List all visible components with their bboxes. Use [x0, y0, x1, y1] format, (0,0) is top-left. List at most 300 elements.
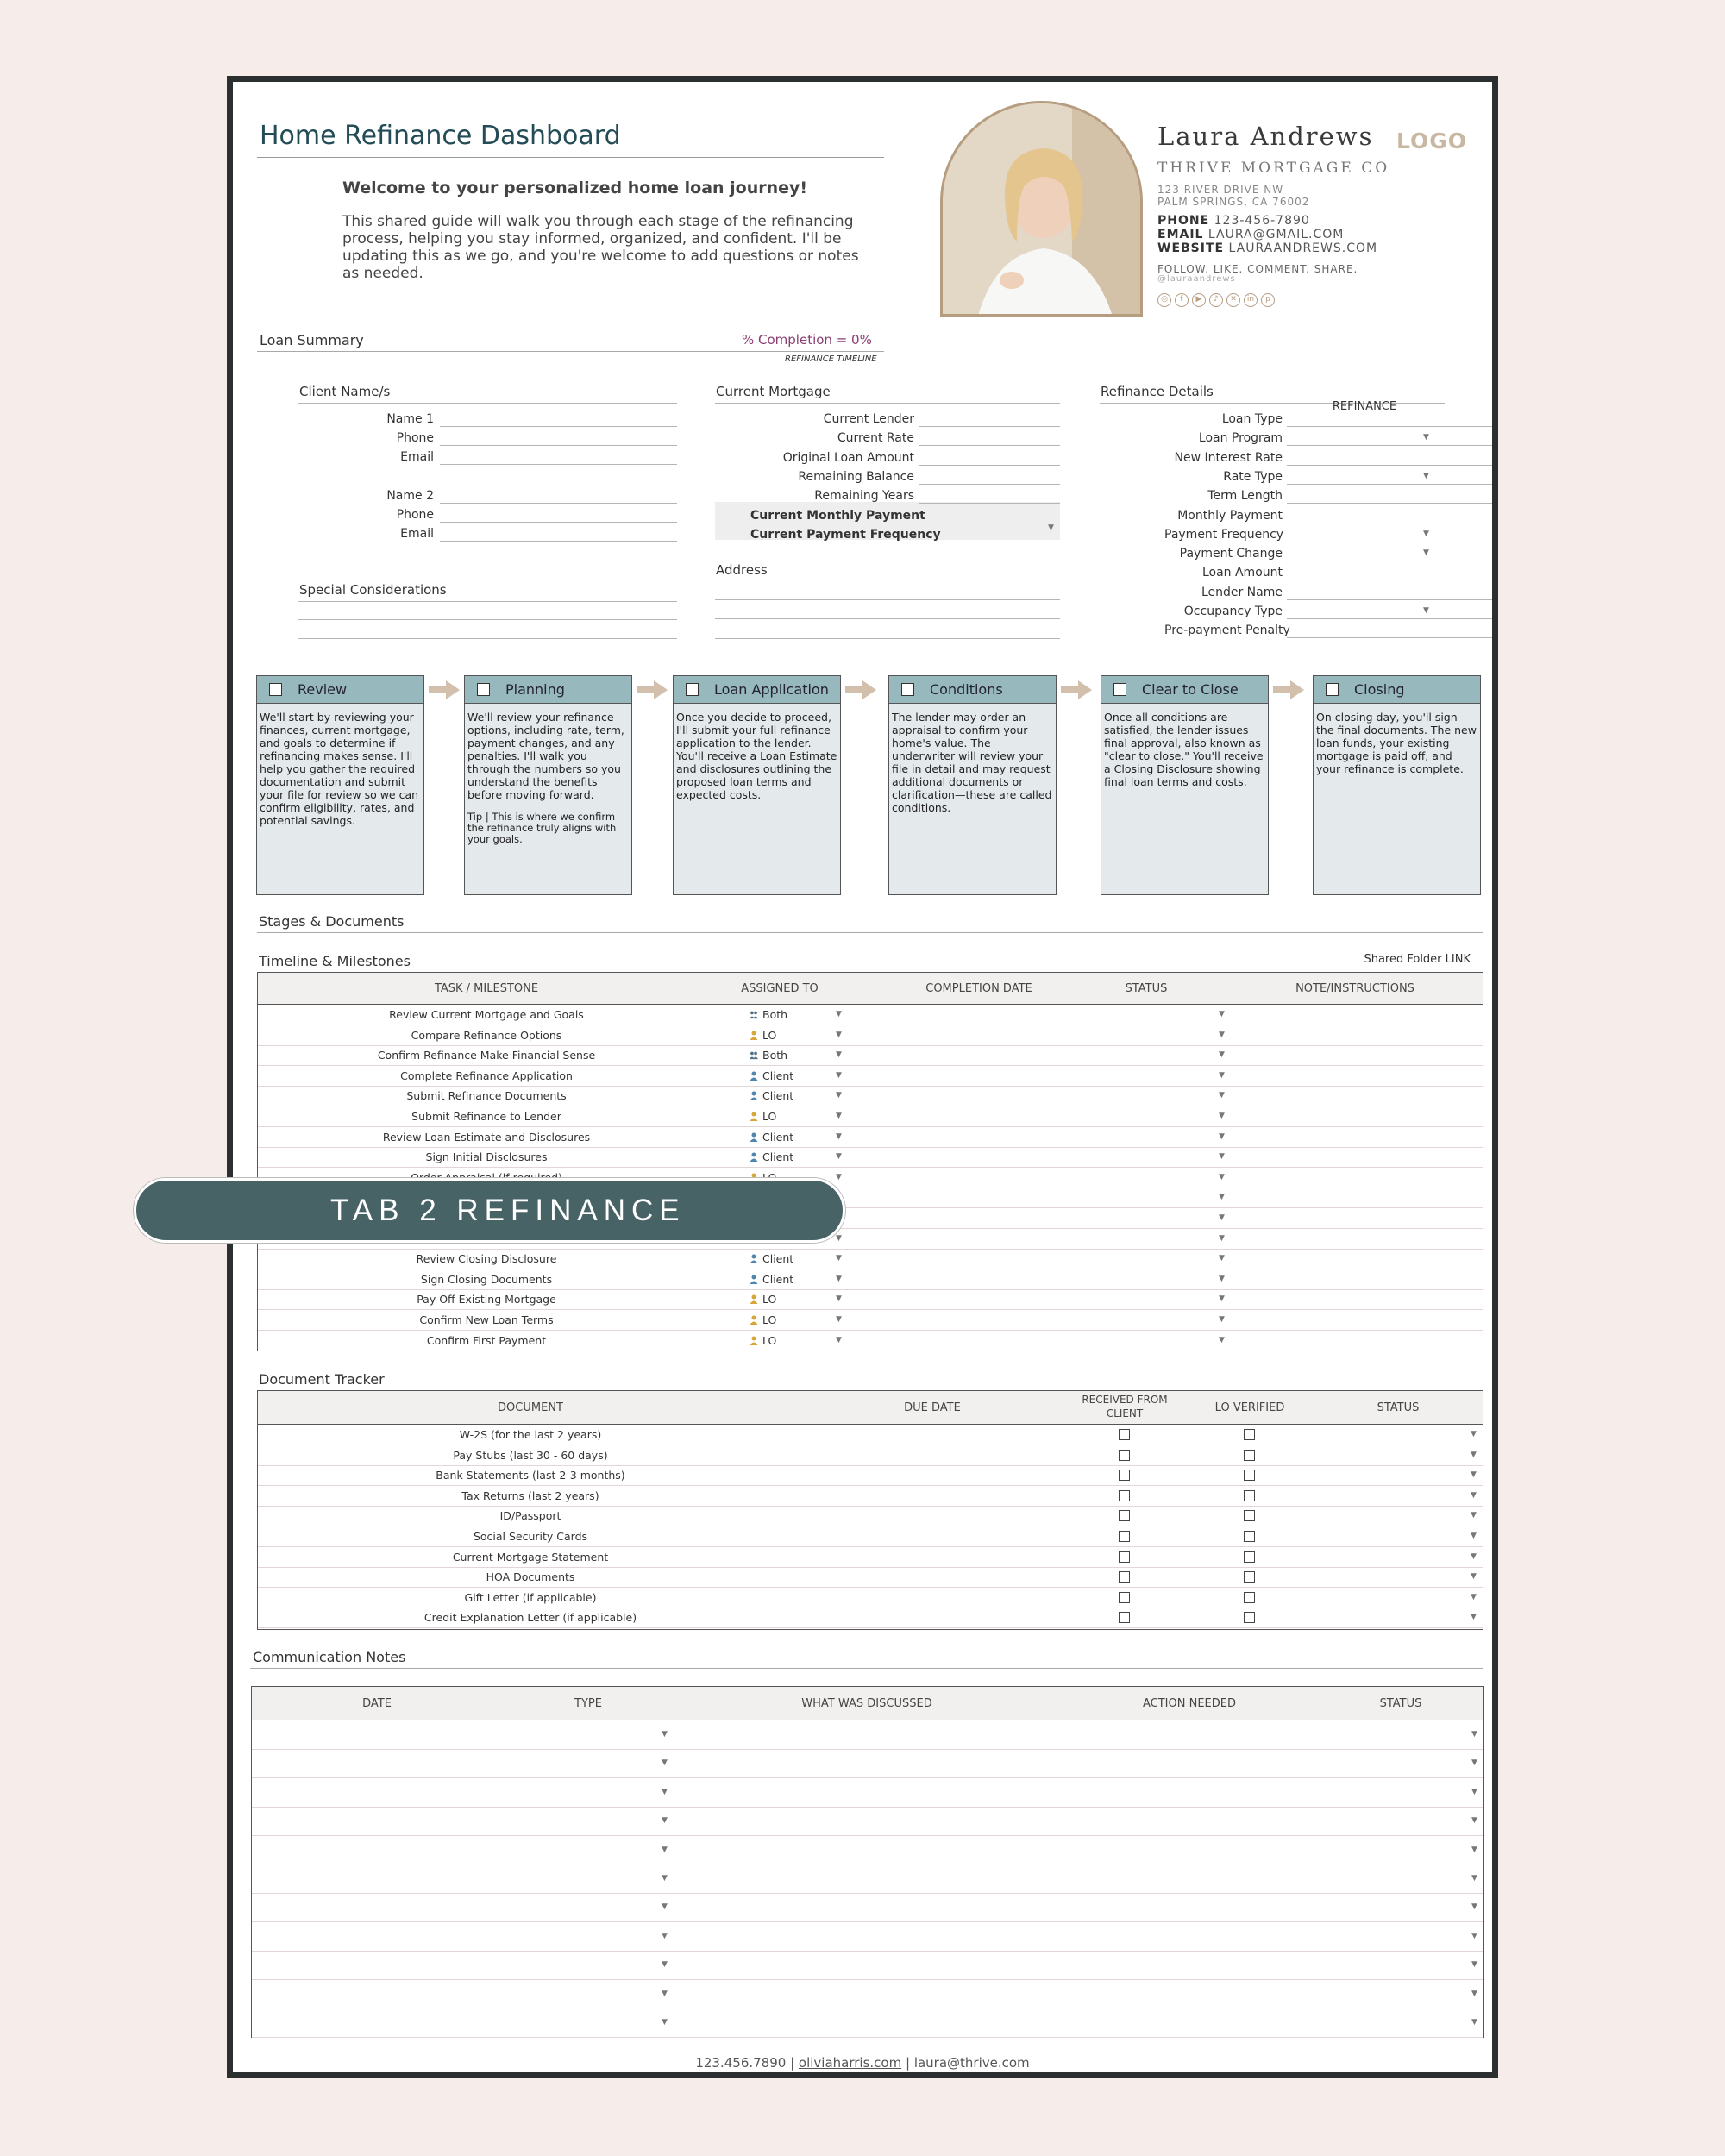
tiktok-icon[interactable]: ♪: [1209, 293, 1223, 307]
assigned-dropdown[interactable]: ▼: [836, 1294, 842, 1304]
communication-row[interactable]: [252, 2009, 1484, 2037]
client-names-title: Client Name/s: [299, 384, 391, 399]
received-checkbox[interactable]: [1119, 1531, 1130, 1542]
status-dropdown[interactable]: ▼: [1219, 1152, 1225, 1162]
assigned-dropdown[interactable]: ▼: [836, 1315, 842, 1324]
comm-status-dropdown[interactable]: ▼: [1471, 1902, 1477, 1912]
client-field-3[interactable]: [440, 489, 677, 504]
agent-photo: [940, 101, 1143, 317]
type-dropdown[interactable]: ▼: [662, 1787, 668, 1796]
assigned-dropdown[interactable]: ▼: [836, 1030, 842, 1039]
timeline-row: [258, 1249, 1483, 1269]
timeline-header: TASK / MILESTONE: [434, 982, 539, 995]
timeline-row: [258, 1147, 1483, 1167]
timeline-header: NOTE/INSTRUCTIONS: [1295, 982, 1414, 995]
address-line-1: 123 RIVER DRIVE NW: [1157, 184, 1284, 196]
communication-row[interactable]: [252, 1951, 1484, 1979]
refi-label-1: Loan Program: [1198, 431, 1283, 446]
stage-body: [889, 704, 1056, 821]
stage-title: Closing: [1354, 681, 1405, 698]
doc-status-dropdown[interactable]: ▼: [1471, 1532, 1477, 1540]
mortgage-label-3: Remaining Balance: [798, 469, 914, 484]
refi-dropdown-1[interactable]: ▼: [1423, 433, 1429, 442]
stage-card-review: [256, 675, 424, 895]
stage-checkbox[interactable]: [269, 683, 282, 696]
assigned-to-select[interactable]: [750, 1150, 794, 1163]
instagram-icon[interactable]: ◎: [1157, 293, 1171, 307]
stage-checkbox[interactable]: [1326, 683, 1339, 696]
client-field-5[interactable]: [440, 527, 677, 542]
doc-header-document: DOCUMENT: [498, 1401, 563, 1414]
loan-type-value: REFINANCE: [1332, 400, 1397, 413]
document-name: Gift Letter (if applicable): [464, 1590, 597, 1604]
doc-header-client: CLIENT: [1106, 1407, 1144, 1420]
stage-header: [1101, 676, 1268, 704]
comm-status-dropdown[interactable]: ▼: [1471, 1787, 1477, 1796]
verified-checkbox[interactable]: [1244, 1592, 1255, 1603]
assigned-dropdown[interactable]: ▼: [836, 1070, 842, 1080]
doc-status-dropdown[interactable]: ▼: [1471, 1551, 1477, 1561]
refi-label-11: Pre-payment Penalty: [1164, 624, 1290, 638]
stage-body: [1101, 704, 1268, 795]
footer-phone: 123.456.7890: [695, 2055, 787, 2071]
mortgage-label-1: Current Rate: [837, 431, 914, 446]
stage-tip: Tip | This is where we confirm the refinance truly aligns with your goals.: [467, 811, 617, 845]
doc-status-dropdown[interactable]: ▼: [1471, 1572, 1477, 1582]
verified-checkbox[interactable]: [1244, 1612, 1255, 1623]
task-name: Complete Refinance Application: [400, 1069, 573, 1082]
comm-status-dropdown[interactable]: ▼: [1471, 2018, 1477, 2027]
type-dropdown[interactable]: ▼: [662, 1874, 668, 1883]
task-name: Sign Closing Documents: [420, 1272, 553, 1286]
doc-header-status: STATUS: [1377, 1401, 1420, 1414]
timeline-row: [258, 1086, 1483, 1106]
task-name: Confirm Refinance Make Financial Sense: [377, 1049, 596, 1062]
refi-field-0[interactable]: [1287, 412, 1496, 427]
communication-header: TYPE: [574, 1697, 602, 1710]
document-row: [258, 1526, 1483, 1546]
footer: [233, 2055, 1492, 2071]
received-checkbox[interactable]: [1119, 1470, 1130, 1481]
refi-dropdown-10[interactable]: ▼: [1423, 606, 1429, 615]
stage-title: Planning: [505, 681, 565, 698]
type-dropdown[interactable]: ▼: [662, 2018, 668, 2027]
status-dropdown[interactable]: ▼: [1219, 1315, 1225, 1324]
verified-checkbox[interactable]: [1244, 1450, 1255, 1461]
document-row: [258, 1588, 1483, 1608]
received-checkbox[interactable]: [1119, 1592, 1130, 1603]
status-dropdown[interactable]: ▼: [1219, 1233, 1225, 1243]
client-field-0[interactable]: [440, 412, 677, 427]
stage-title: Clear to Close: [1142, 681, 1239, 698]
stage-arrow-icon: [429, 680, 460, 699]
shared-folder-link[interactable]: Shared Folder LINK: [1364, 953, 1471, 966]
received-checkbox[interactable]: [1119, 1571, 1130, 1583]
assigned-to-select[interactable]: [750, 1008, 787, 1021]
status-dropdown[interactable]: ▼: [1219, 1274, 1225, 1283]
stage-header: [465, 676, 631, 704]
status-dropdown[interactable]: ▼: [1219, 1131, 1225, 1141]
refi-field-1[interactable]: [1287, 431, 1496, 446]
received-checkbox[interactable]: [1119, 1490, 1130, 1501]
assigned-to-select[interactable]: [750, 1252, 794, 1265]
assigned-to-select[interactable]: [750, 1334, 776, 1347]
mortgage-label-0: Current Lender: [823, 412, 914, 426]
mortgage-field-3[interactable]: [919, 470, 1060, 485]
document-table: [257, 1390, 1484, 1630]
assigned-value: LO: [762, 1028, 777, 1042]
facebook-icon[interactable]: f: [1175, 293, 1189, 307]
received-checkbox[interactable]: [1119, 1450, 1130, 1461]
task-name: Compare Refinance Options: [411, 1028, 562, 1042]
assigned-dropdown[interactable]: ▼: [836, 1152, 842, 1162]
communication-row[interactable]: [252, 1749, 1484, 1777]
task-name: Review Closing Disclosure: [416, 1252, 557, 1266]
assigned-value: Client: [762, 1150, 794, 1164]
assigned-dropdown[interactable]: ▼: [836, 1050, 842, 1060]
client-label-5: Email: [400, 527, 434, 541]
communication-row[interactable]: [252, 1807, 1484, 1835]
stage-arrow-icon: [637, 680, 668, 699]
document-row: [258, 1465, 1483, 1485]
footer-sep-2: |: [901, 2055, 914, 2071]
status-dropdown[interactable]: ▼: [1219, 1091, 1225, 1100]
communication-row[interactable]: [252, 1980, 1484, 2009]
task-name: Pay Off Existing Mortgage: [417, 1293, 556, 1307]
communication-title: Communication Notes: [253, 1649, 406, 1665]
type-dropdown[interactable]: ▼: [662, 1931, 668, 1940]
refi-field-3[interactable]: [1287, 470, 1496, 485]
status-dropdown[interactable]: ▼: [1219, 1050, 1225, 1060]
refi-label-9: Lender Name: [1201, 585, 1283, 599]
client-field-2[interactable]: [440, 450, 677, 465]
assigned-dropdown[interactable]: ▼: [836, 1131, 842, 1141]
client-field-1[interactable]: [440, 431, 677, 446]
refi-label-4: Term Length: [1208, 489, 1283, 504]
document-row: [258, 1547, 1483, 1567]
refi-field-9[interactable]: [1287, 586, 1496, 600]
youtube-icon[interactable]: ▶: [1192, 293, 1206, 307]
mortgage-field-0[interactable]: [919, 412, 1060, 427]
assigned-value: Both: [762, 1049, 788, 1062]
received-checkbox[interactable]: [1119, 1612, 1130, 1623]
assigned-to-select[interactable]: [750, 1049, 787, 1062]
dashboard-sheet: [227, 76, 1498, 2078]
comm-status-dropdown[interactable]: ▼: [1471, 1816, 1477, 1826]
stage-arrow-icon: [1273, 680, 1304, 699]
stage-description: The lender may order an appraisal to confirm your home's value. The underwriter will review your file in detail and may request additional documents or clarification—these are called conditions.: [892, 711, 1052, 814]
stage-description: We'll review your refinance options, including rate, term, payment changes, and any penalties. I'll walk you through the numbers so you understand the benefits before moving forward.: [467, 711, 624, 801]
verified-checkbox[interactable]: [1244, 1551, 1255, 1563]
comm-status-dropdown[interactable]: ▼: [1471, 1845, 1477, 1854]
communication-header: STATUS: [1379, 1697, 1422, 1710]
pinterest-icon[interactable]: p: [1261, 293, 1275, 307]
special-considerations-title: Special Considerations: [299, 582, 447, 598]
email-value[interactable]: LAURA@GMAIL.COM: [1208, 228, 1345, 241]
document-name: Tax Returns (last 2 years): [461, 1489, 599, 1502]
comm-status-dropdown[interactable]: ▼: [1471, 1960, 1477, 1970]
communication-row[interactable]: [252, 1778, 1484, 1807]
comm-status-dropdown[interactable]: ▼: [1471, 1758, 1477, 1768]
assigned-value: Client: [762, 1069, 794, 1082]
website-line: [1157, 241, 1377, 255]
stage-checkbox[interactable]: [901, 683, 914, 696]
verified-checkbox[interactable]: [1244, 1470, 1255, 1481]
document-name: W-2S (for the last 2 years): [459, 1428, 602, 1441]
refi-field-6[interactable]: [1287, 528, 1496, 542]
task-name: Confirm New Loan Terms: [419, 1313, 554, 1326]
stage-header: [1314, 676, 1480, 704]
comm-status-dropdown[interactable]: ▼: [1471, 1730, 1477, 1739]
assigned-to-select[interactable]: [750, 1029, 776, 1042]
type-dropdown[interactable]: ▼: [662, 1758, 668, 1768]
refi-label-5: Monthly Payment: [1177, 508, 1283, 523]
assigned-to-select[interactable]: [750, 1089, 794, 1102]
communication-header: ACTION NEEDED: [1143, 1697, 1236, 1710]
comm-status-dropdown[interactable]: ▼: [1471, 1874, 1477, 1883]
client-label-2: Email: [400, 450, 434, 464]
task-name: Confirm First Payment: [426, 1333, 547, 1347]
mortgage-field-4[interactable]: [919, 489, 1060, 504]
document-name: Bank Statements (last 2-3 months): [436, 1469, 625, 1482]
document-row: [258, 1567, 1483, 1587]
timeline-row: [258, 1289, 1483, 1309]
assigned-to-select[interactable]: [750, 1131, 794, 1144]
document-row: [258, 1608, 1483, 1627]
refi-field-4[interactable]: [1287, 489, 1496, 504]
comm-status-dropdown[interactable]: ▼: [1471, 1931, 1477, 1940]
document-name: Credit Explanation Letter (if applicable): [423, 1611, 637, 1625]
timeline-row: [258, 1127, 1483, 1147]
refi-label-6: Payment Frequency: [1164, 527, 1284, 542]
assigned-dropdown[interactable]: ▼: [836, 1233, 842, 1243]
client-field-4[interactable]: [440, 508, 677, 523]
received-checkbox[interactable]: [1119, 1551, 1130, 1563]
verified-checkbox[interactable]: [1244, 1571, 1255, 1583]
stage-checkbox[interactable]: [1113, 683, 1126, 696]
received-checkbox[interactable]: [1119, 1429, 1130, 1440]
assigned-value: Client: [762, 1252, 794, 1266]
document-row: [258, 1425, 1483, 1445]
comm-status-dropdown[interactable]: ▼: [1471, 1989, 1477, 1998]
verified-checkbox[interactable]: [1244, 1510, 1255, 1521]
refinance-details-title: Refinance Details: [1101, 384, 1214, 399]
refi-label-7: Payment Change: [1179, 547, 1283, 561]
timeline-header: STATUS: [1125, 982, 1168, 995]
type-dropdown[interactable]: ▼: [662, 1845, 668, 1854]
doc-header-due-date: DUE DATE: [904, 1401, 961, 1414]
status-dropdown[interactable]: ▼: [1219, 1335, 1225, 1344]
timeline-header: COMPLETION DATE: [925, 982, 1032, 995]
assigned-value: LO: [762, 1313, 777, 1326]
refi-field-11[interactable]: [1287, 624, 1496, 638]
mortgage-label-5: Current Monthly Payment: [750, 508, 925, 523]
mortgage-field-6[interactable]: [919, 528, 1060, 542]
doc-status-dropdown[interactable]: ▼: [1471, 1450, 1477, 1459]
email-line: [1157, 228, 1344, 241]
doc-status-dropdown[interactable]: ▼: [1471, 1430, 1477, 1438]
stages-documents-title: Stages & Documents: [259, 913, 405, 930]
refi-dropdown-6[interactable]: ▼: [1423, 529, 1429, 538]
verified-checkbox[interactable]: [1244, 1531, 1255, 1542]
document-row: [258, 1445, 1483, 1465]
doc-header-received: RECEIVED FROM: [1082, 1394, 1168, 1406]
stage-title: Conditions: [930, 681, 1003, 698]
type-dropdown[interactable]: ▼: [662, 1730, 668, 1739]
assigned-to-select[interactable]: [750, 1273, 794, 1286]
mortgage-field-1[interactable]: [919, 431, 1060, 446]
refi-field-10[interactable]: [1287, 605, 1496, 619]
page-title: Home Refinance Dashboard: [260, 121, 621, 151]
mortgage-field-5[interactable]: [919, 509, 1060, 523]
communication-row[interactable]: [252, 1922, 1484, 1951]
status-dropdown[interactable]: ▼: [1219, 1070, 1225, 1080]
refi-field-8[interactable]: [1287, 566, 1496, 580]
agent-name: Laura Andrews: [1157, 122, 1374, 151]
status-dropdown[interactable]: ▼: [1219, 1254, 1225, 1263]
logo: LOGO: [1396, 128, 1468, 154]
communication-row[interactable]: [252, 1865, 1484, 1893]
doc-status-dropdown[interactable]: ▼: [1471, 1470, 1477, 1480]
refi-field-7[interactable]: [1287, 547, 1496, 561]
tab-banner-label: TAB 2 REFINANCE: [330, 1194, 686, 1227]
stage-body: [257, 704, 423, 834]
assigned-dropdown[interactable]: ▼: [836, 1091, 842, 1100]
communication-row[interactable]: [252, 1836, 1484, 1865]
stage-card-loan-application: [673, 675, 841, 895]
payment-frequency-dropdown[interactable]: ▼: [1048, 523, 1054, 532]
doc-header-lo-verified: LO VERIFIED: [1214, 1401, 1285, 1414]
type-dropdown[interactable]: ▼: [662, 1960, 668, 1970]
received-checkbox[interactable]: [1119, 1510, 1130, 1521]
assigned-value: Both: [762, 1008, 788, 1021]
task-name: Review Loan Estimate and Disclosures: [382, 1130, 591, 1144]
refi-field-5[interactable]: [1287, 509, 1496, 523]
refi-label-2: New Interest Rate: [1174, 450, 1283, 465]
assigned-value: LO: [762, 1293, 777, 1307]
type-dropdown[interactable]: ▼: [662, 1989, 668, 1998]
status-dropdown[interactable]: ▼: [1219, 1010, 1225, 1018]
timeline-row: [258, 1331, 1483, 1351]
mortgage-field-2[interactable]: [919, 451, 1060, 466]
status-dropdown[interactable]: ▼: [1219, 1213, 1225, 1222]
client-label-1: Phone: [396, 431, 434, 445]
document-tracker-title: Document Tracker: [259, 1371, 385, 1388]
refinance-timeline-label: REFINANCE TIMELINE: [785, 354, 877, 364]
assigned-dropdown[interactable]: ▼: [836, 1274, 842, 1283]
timeline-row: [258, 1310, 1483, 1330]
doc-status-dropdown[interactable]: ▼: [1471, 1592, 1477, 1601]
stage-checkbox[interactable]: [686, 683, 699, 696]
assigned-value: Client: [762, 1272, 794, 1286]
doc-status-dropdown[interactable]: ▼: [1471, 1490, 1477, 1500]
refi-label-10: Occupancy Type: [1183, 605, 1283, 618]
stage-card-closing: [1313, 675, 1481, 895]
status-dropdown[interactable]: ▼: [1219, 1112, 1225, 1120]
social-handle: @lauraandrews: [1157, 274, 1236, 284]
refi-field-2[interactable]: [1287, 451, 1496, 466]
assigned-dropdown[interactable]: ▼: [836, 1335, 842, 1344]
timeline-row: [258, 1025, 1483, 1045]
timeline-row: [258, 1269, 1483, 1289]
status-dropdown[interactable]: ▼: [1219, 1030, 1225, 1039]
refi-label-3: Rate Type: [1223, 469, 1283, 484]
x-icon[interactable]: ✕: [1226, 293, 1240, 307]
status-dropdown[interactable]: ▼: [1219, 1193, 1225, 1202]
assigned-dropdown[interactable]: ▼: [836, 1010, 842, 1018]
assigned-to-select[interactable]: [750, 1293, 776, 1306]
company-name: THRIVE MORTGAGE CO: [1157, 160, 1390, 177]
footer-website-link[interactable]: oliviaharris.com: [798, 2055, 902, 2071]
stage-title: Review: [298, 681, 348, 698]
communication-row[interactable]: [252, 1720, 1484, 1749]
assigned-to-select[interactable]: [750, 1110, 776, 1123]
footer-email[interactable]: laura@thrive.com: [913, 2055, 1030, 2071]
document-name: Pay Stubs (last 30 - 60 days): [453, 1448, 608, 1462]
completion-percent: % Completion = 0%: [742, 332, 872, 348]
address-line-2: PALM SPRINGS, CA 76002: [1157, 196, 1310, 208]
type-dropdown[interactable]: ▼: [662, 1816, 668, 1826]
assigned-dropdown[interactable]: ▼: [836, 1112, 842, 1120]
assigned-value: LO: [762, 1110, 777, 1123]
verified-checkbox[interactable]: [1244, 1429, 1255, 1440]
mortgage-label-6: Current Payment Frequency: [750, 527, 941, 542]
address-title: Address: [716, 562, 768, 578]
mortgage-label-2: Original Loan Amount: [782, 450, 914, 465]
refi-dropdown-7[interactable]: ▼: [1423, 548, 1429, 558]
assigned-value: Client: [762, 1089, 794, 1103]
document-name: Current Mortgage Statement: [452, 1550, 609, 1564]
timeline-row: [258, 1045, 1483, 1065]
verified-checkbox[interactable]: [1244, 1490, 1255, 1501]
assigned-dropdown[interactable]: ▼: [836, 1172, 842, 1181]
stage-description: Once all conditions are satisfied, the lender issues final approval, also known as "clear to close." You'll receive a Closing Disclosure showing final loan terms and costs.: [1104, 711, 1264, 788]
website-value[interactable]: LAURAANDREWS.COM: [1228, 241, 1378, 255]
linkedin-icon[interactable]: in: [1244, 293, 1258, 307]
document-row: [258, 1506, 1483, 1526]
stage-card-clear-to-close: [1101, 675, 1269, 895]
task-name: Review Current Mortgage and Goals: [389, 1008, 584, 1021]
stage-description: On closing day, you'll sign the final documents. The new loan funds, your existing mortgage is paid off, and your refinance is complete.: [1316, 711, 1477, 775]
assigned-to-select[interactable]: [750, 1069, 794, 1082]
status-dropdown[interactable]: ▼: [1219, 1294, 1225, 1304]
type-dropdown[interactable]: ▼: [662, 1902, 668, 1912]
task-name: Sign Initial Disclosures: [425, 1150, 548, 1164]
status-dropdown[interactable]: ▼: [1219, 1172, 1225, 1181]
timeline-table: [257, 972, 1484, 1351]
refi-label-0: Loan Type: [1221, 412, 1283, 426]
assigned-to-select[interactable]: [750, 1313, 776, 1326]
task-name: Submit Refinance to Lender: [411, 1110, 561, 1123]
stage-arrow-icon: [845, 680, 876, 699]
communication-header: DATE: [362, 1697, 392, 1710]
timeline-row: [258, 1066, 1483, 1086]
refi-dropdown-3[interactable]: ▼: [1423, 471, 1429, 480]
stage-header: [889, 676, 1056, 704]
phone-line: [1157, 214, 1310, 228]
document-name: ID/Passport: [499, 1509, 561, 1523]
doc-status-dropdown[interactable]: ▼: [1471, 1613, 1477, 1622]
stage-body: [1314, 704, 1480, 782]
stage-checkbox[interactable]: [477, 683, 490, 696]
assigned-dropdown[interactable]: ▼: [836, 1254, 842, 1263]
task-name: Submit Refinance Documents: [406, 1089, 567, 1103]
communication-row[interactable]: [252, 1893, 1484, 1921]
footer-sep-1: |: [786, 2055, 799, 2071]
loan-summary-title: Loan Summary: [260, 332, 364, 348]
doc-status-dropdown[interactable]: ▼: [1471, 1511, 1477, 1520]
client-label-3: Name 2: [386, 489, 434, 503]
